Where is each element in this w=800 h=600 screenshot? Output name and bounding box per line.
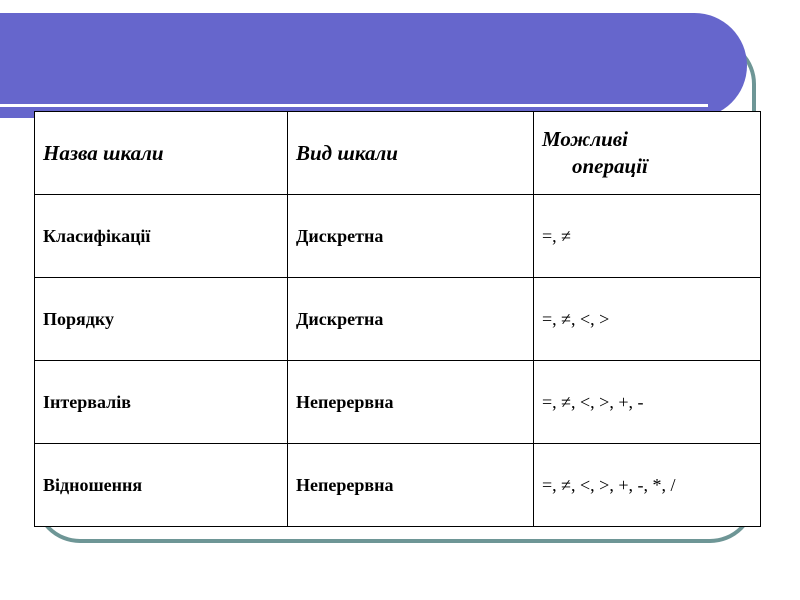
row-scale-kind: Дискретна: [288, 278, 534, 361]
table-row: [35, 278, 761, 361]
row-scale-kind: Неперервна: [288, 444, 534, 527]
row-scale-name: Класифікації: [35, 195, 288, 278]
header-operations-line1: Можливі: [542, 127, 629, 151]
scales-table: [34, 111, 761, 527]
row-scale-name: Відношення: [35, 444, 288, 527]
table-row: [35, 361, 761, 444]
row-operations: =, ≠, <, >, +, -, *, /: [534, 444, 761, 527]
header-operations-line2: операції: [572, 154, 648, 178]
table-row: [35, 195, 761, 278]
header-scale-name: Назва шкали: [35, 112, 288, 195]
banner-underline: [0, 104, 708, 107]
row-scale-kind: Дискретна: [288, 195, 534, 278]
title-banner: [0, 13, 747, 118]
row-operations: =, ≠, <, >: [534, 278, 761, 361]
table-header-row: [35, 112, 761, 195]
row-scale-name: Порядку: [35, 278, 288, 361]
row-operations: =, ≠: [534, 195, 761, 278]
row-scale-kind: Неперервна: [288, 361, 534, 444]
row-operations: =, ≠, <, >, +, -: [534, 361, 761, 444]
row-scale-name: Інтервалів: [35, 361, 288, 444]
table-row: [35, 444, 761, 527]
header-scale-kind: Вид шкали: [288, 112, 534, 195]
header-operations: [534, 112, 761, 195]
